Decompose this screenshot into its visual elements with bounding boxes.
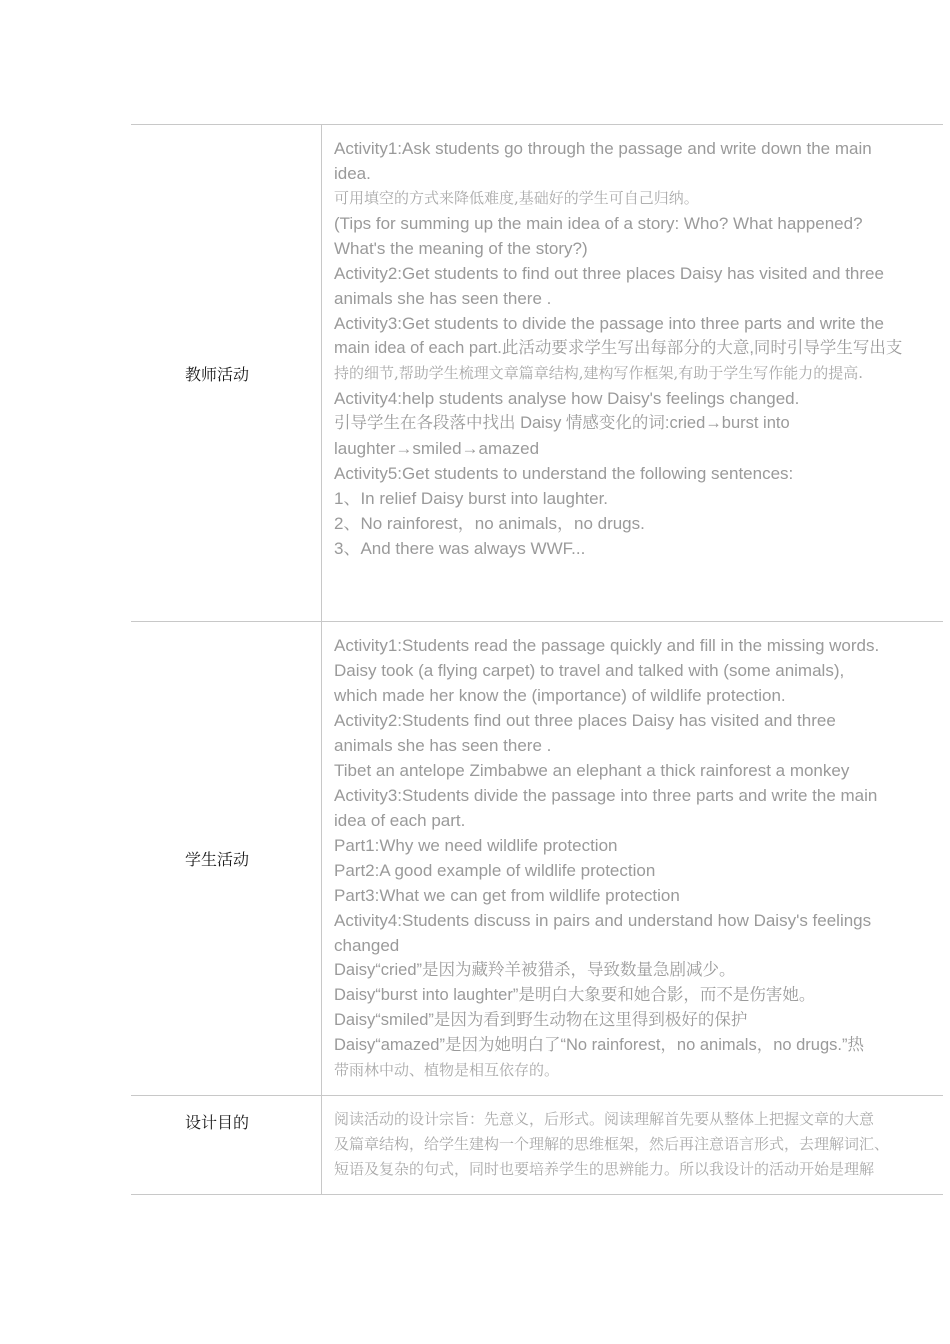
- text-line: laughter→smiled→amazed: [334, 439, 540, 458]
- text-line: 短语及复杂的句式，同时也要培养学生的思辨能力。所以我设计的活动开始是理解: [334, 1160, 875, 1178]
- text-line: Activity3:Get students to divide the passage into three parts and write the: [334, 314, 884, 333]
- text-line: Part1:Why we need wildlife protection: [334, 836, 618, 855]
- text-line: Daisy took (a flying carpet) to travel and talked with (some animals),: [334, 661, 845, 680]
- design-purpose-row: [131, 1096, 943, 1195]
- text-line: animals she has seen there .: [334, 736, 552, 755]
- text-line: Activity2:Get students to find out three places Daisy has visited and three: [334, 264, 884, 283]
- lesson-plan-table: [131, 124, 943, 1195]
- text-line: Tibet an antelope Zimbabwe an elephant a thick rainforest a monkey: [334, 761, 850, 780]
- text-line: Daisy“burst into laughter”是明白大象要和她合影，而不是伤害她。: [334, 986, 816, 1004]
- text-line: idea.: [334, 164, 371, 183]
- design-purpose-label-cell: [131, 1096, 322, 1194]
- text-line: What's the meaning of the story?): [334, 239, 588, 258]
- text-line: Daisy“amazed”是因为她明白了“No rainforest，no animals，no drugs.”热: [334, 1036, 864, 1054]
- text-line: Activity4:Students discuss in pairs and understand how Daisy's feelings: [334, 911, 872, 930]
- text-line: main idea of each part.此活动要求学生写出每部分的大意,同时引导学生写出支: [334, 339, 903, 357]
- text-line: 可用填空的方式来降低难度,基础好的学生可自己归纳。: [334, 189, 699, 207]
- text-line: 1、In relief Daisy burst into laughter.: [334, 489, 609, 508]
- text-line: Activity3:Students divide the passage into three parts and write the main: [334, 786, 878, 805]
- teacher-activity-label: 教师活动: [184, 364, 249, 384]
- text-line: idea of each part.: [334, 811, 466, 830]
- design-purpose-content: [322, 1096, 943, 1194]
- text-line: which made her know the (importance) of wildlife protection.: [334, 686, 786, 705]
- text-line: 3、And there was always WWF...: [334, 539, 586, 558]
- text-line: Activity2:Students find out three places Daisy has visited and three: [334, 711, 836, 730]
- student-activity-content: [322, 622, 943, 1095]
- text-line: Part3:What we can get from wildlife protection: [334, 886, 680, 905]
- teacher-activity-content: [322, 125, 943, 621]
- teacher-activity-row: [131, 125, 943, 622]
- teacher-activity-label-cell: [131, 125, 322, 621]
- text-line: 2、No rainforest，no animals，no drugs.: [334, 514, 645, 533]
- student-activity-row: [131, 622, 943, 1096]
- design-purpose-label: 设计目的: [184, 1113, 249, 1132]
- text-line: 及篇章结构，给学生建构一个理解的思维框架，然后再注意语言形式，去理解词汇、: [334, 1135, 890, 1153]
- student-activity-label-cell: [131, 622, 322, 1095]
- text-line: 引导学生在各段落中找出 Daisy 情感变化的词:cried→burst into: [334, 414, 790, 432]
- text-line: 持的细节,帮助学生梳理文章篇章结构,建构写作框架,有助于学生写作能力的提高.: [334, 364, 864, 382]
- text-line: changed: [334, 936, 400, 955]
- text-line: Activity5:Get students to understand the following sentences:: [334, 464, 794, 483]
- text-line: Activity4:help students analyse how Daisy's feelings changed.: [334, 389, 800, 408]
- text-line: 带雨林中动、植物是相互依存的。: [334, 1061, 560, 1079]
- text-line: (Tips for summing up the main idea of a story: Who? What happened?: [334, 214, 863, 233]
- text-line: 阅读活动的设计宗旨：先意义，后形式。阅读理解首先要从整体上把握文章的大意: [334, 1110, 875, 1128]
- student-activity-label: 学生活动: [184, 850, 249, 869]
- text-line: Activity1:Students read the passage quickly and fill in the missing words.: [334, 636, 880, 655]
- text-line: Activity1:Ask students go through the passage and write down the main: [334, 139, 872, 158]
- text-line: Daisy“smiled”是因为看到野生动物在这里得到极好的保护: [334, 1011, 748, 1029]
- text-line: Part2:A good example of wildlife protection: [334, 861, 656, 880]
- text-line: animals she has seen there .: [334, 289, 552, 308]
- text-line: Daisy“cried”是因为藏羚羊被猎杀，导致数量急剧减少。: [334, 961, 736, 979]
